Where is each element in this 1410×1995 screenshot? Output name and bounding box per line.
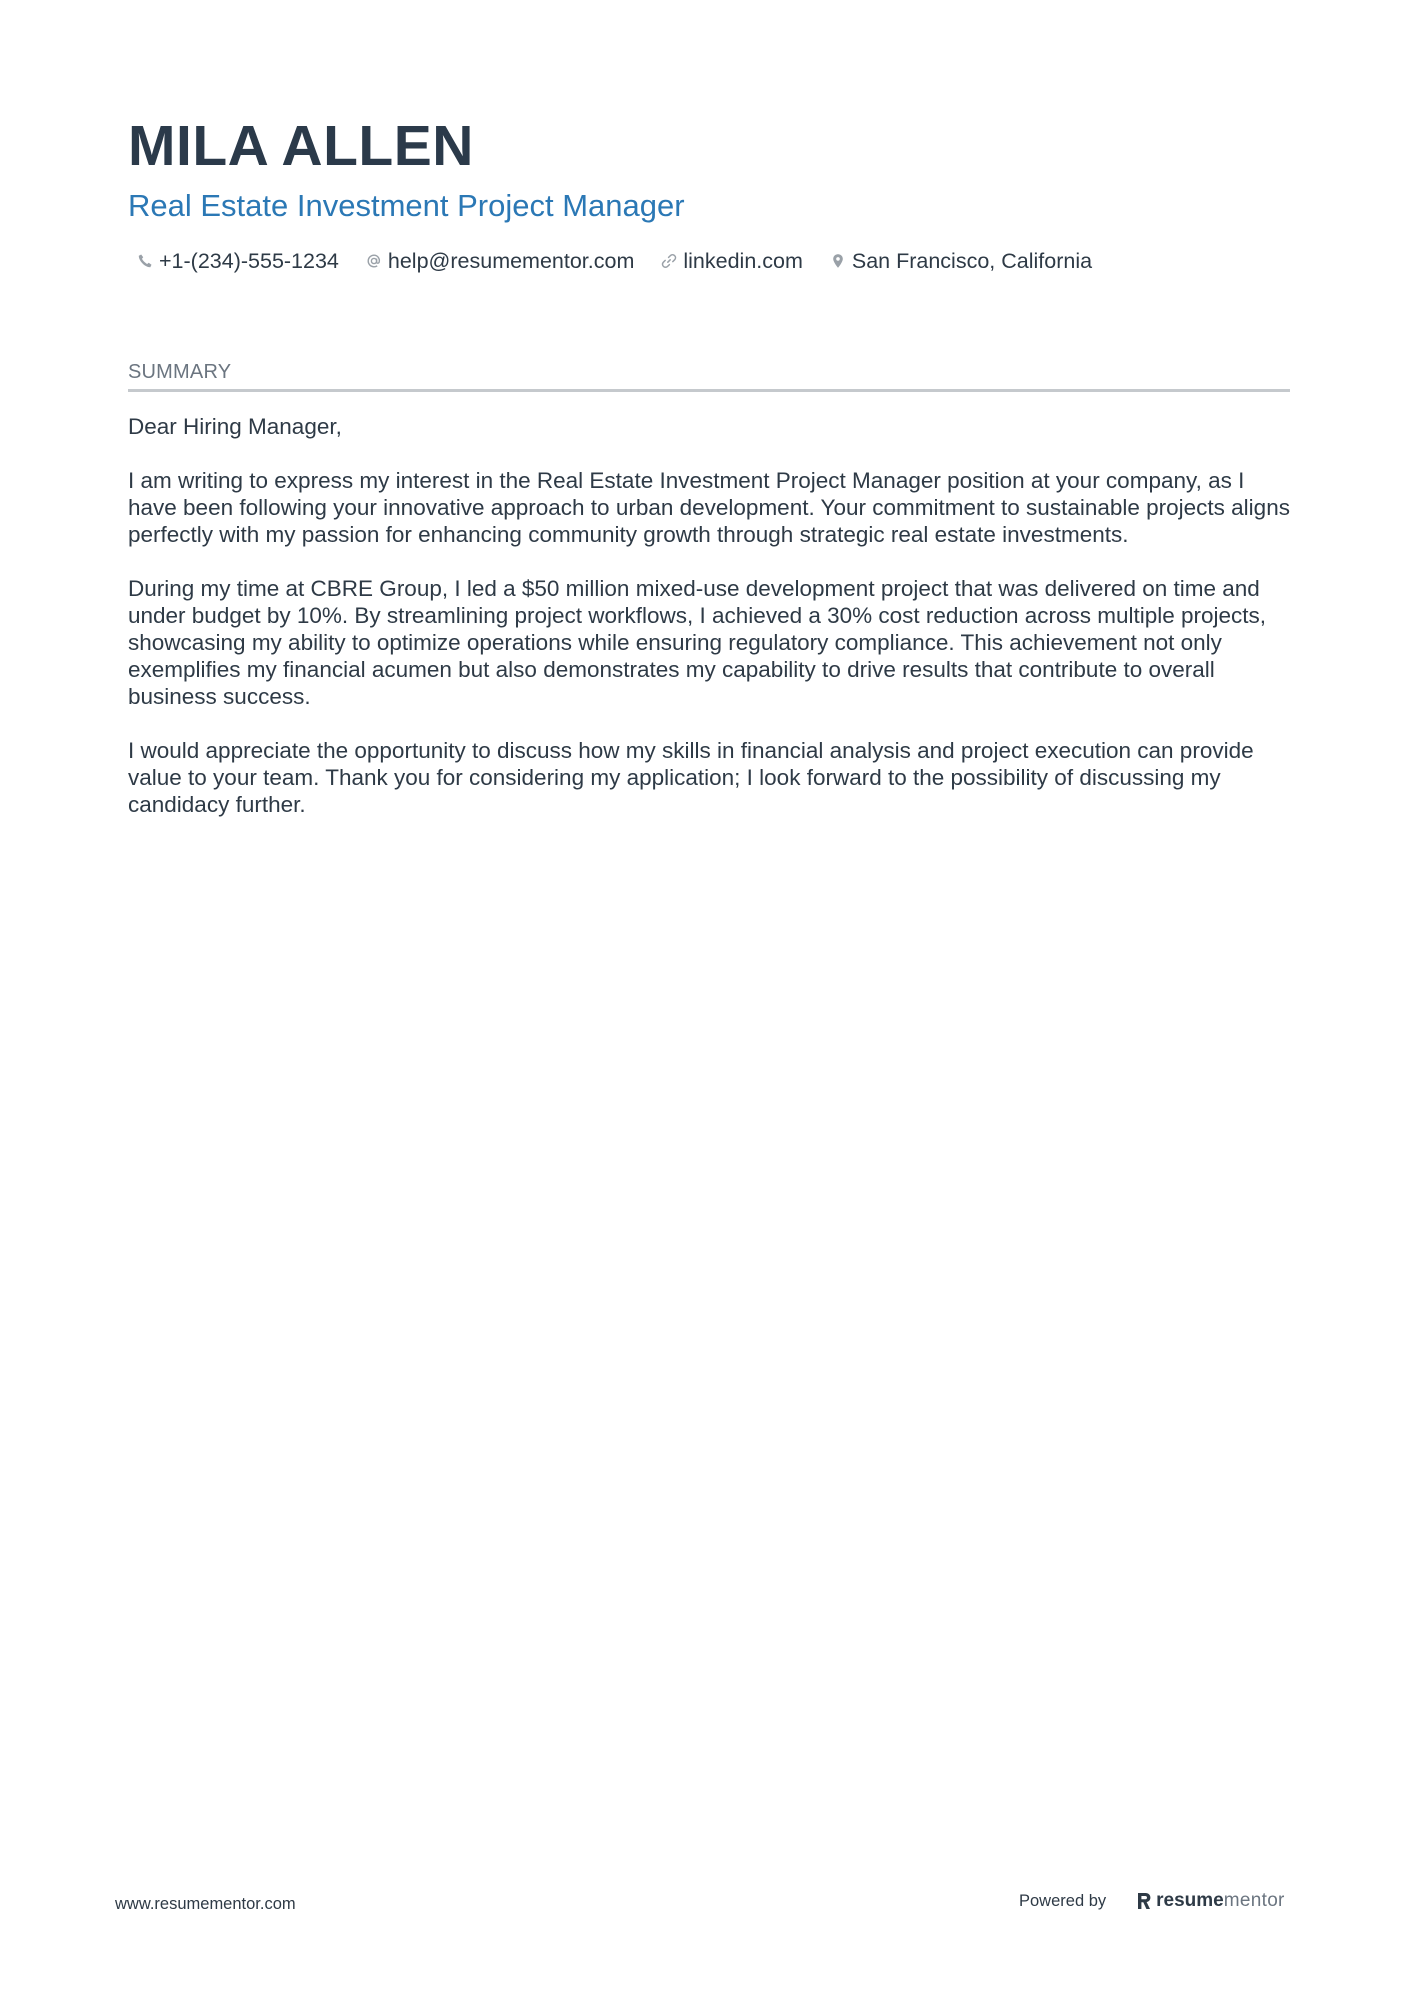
phone-icon [136,252,154,270]
contact-location [829,246,1092,276]
letter-paragraph-2: During my time at CBRE Group, I led a $50 million mixed-use development project that was delivered on time and under budget by 10%. By streamlining project workflows, I achieved a 30% cost reduction across multiple projects, showcasing my ability to optimize operations while ensuring regulatory compliance. This achievement not only exemplifies my financial acumen but also demonstrates my capability to drive results that contribute to overall business success. [128,576,1267,709]
location-pin-icon [829,252,847,270]
link-icon [660,252,678,270]
contact-bar [136,246,1118,276]
cover-letter-body [128,413,1298,845]
job-title: Real Estate Investment Project Manager [128,188,685,223]
letter-paragraph-1: I am writing to express my interest in the Real Estate Investment Project Manager position at your company, as I have been following your innovative approach to urban development. Your commitment to sustainable projects aligns perfectly with my passion for enhancing community growth through strategic real estate investments. [128,468,1290,547]
powered-by-label: Powered by [1019,1892,1107,1910]
footer-website-link[interactable]: www.resumementor.com [115,1895,296,1913]
letter-paragraph-3: I would appreciate the opportunity to discuss how my skills in financial analysis and project execution can provide value to your team. Thank you for considering my application; I look forward to the possibility of discussing my candidacy further. [128,738,1254,817]
summary-heading: SUMMARY [128,358,1290,392]
contact-email[interactable] [365,246,634,276]
letter-greeting: Dear Hiring Manager, [128,414,342,439]
contact-linkedin[interactable] [660,246,803,276]
resumementor-logo[interactable] [1136,1890,1285,1912]
resumementor-logo-icon [1136,1891,1152,1911]
at-icon [365,252,383,270]
contact-location-text: San Francisco, California [851,249,1093,273]
contact-email-text[interactable]: help@resumementor.com [387,249,635,273]
contact-phone [136,246,339,276]
contact-phone-text: +1-(234)-555-1234 [159,249,339,273]
logo-text-mentor: mentor [1223,1890,1285,1911]
logo-text-resume: resume [1156,1890,1224,1911]
candidate-name: MILA ALLEN [128,114,474,178]
footer-powered-by [1019,1890,1285,1912]
contact-linkedin-text[interactable]: linkedin.com [683,249,803,273]
